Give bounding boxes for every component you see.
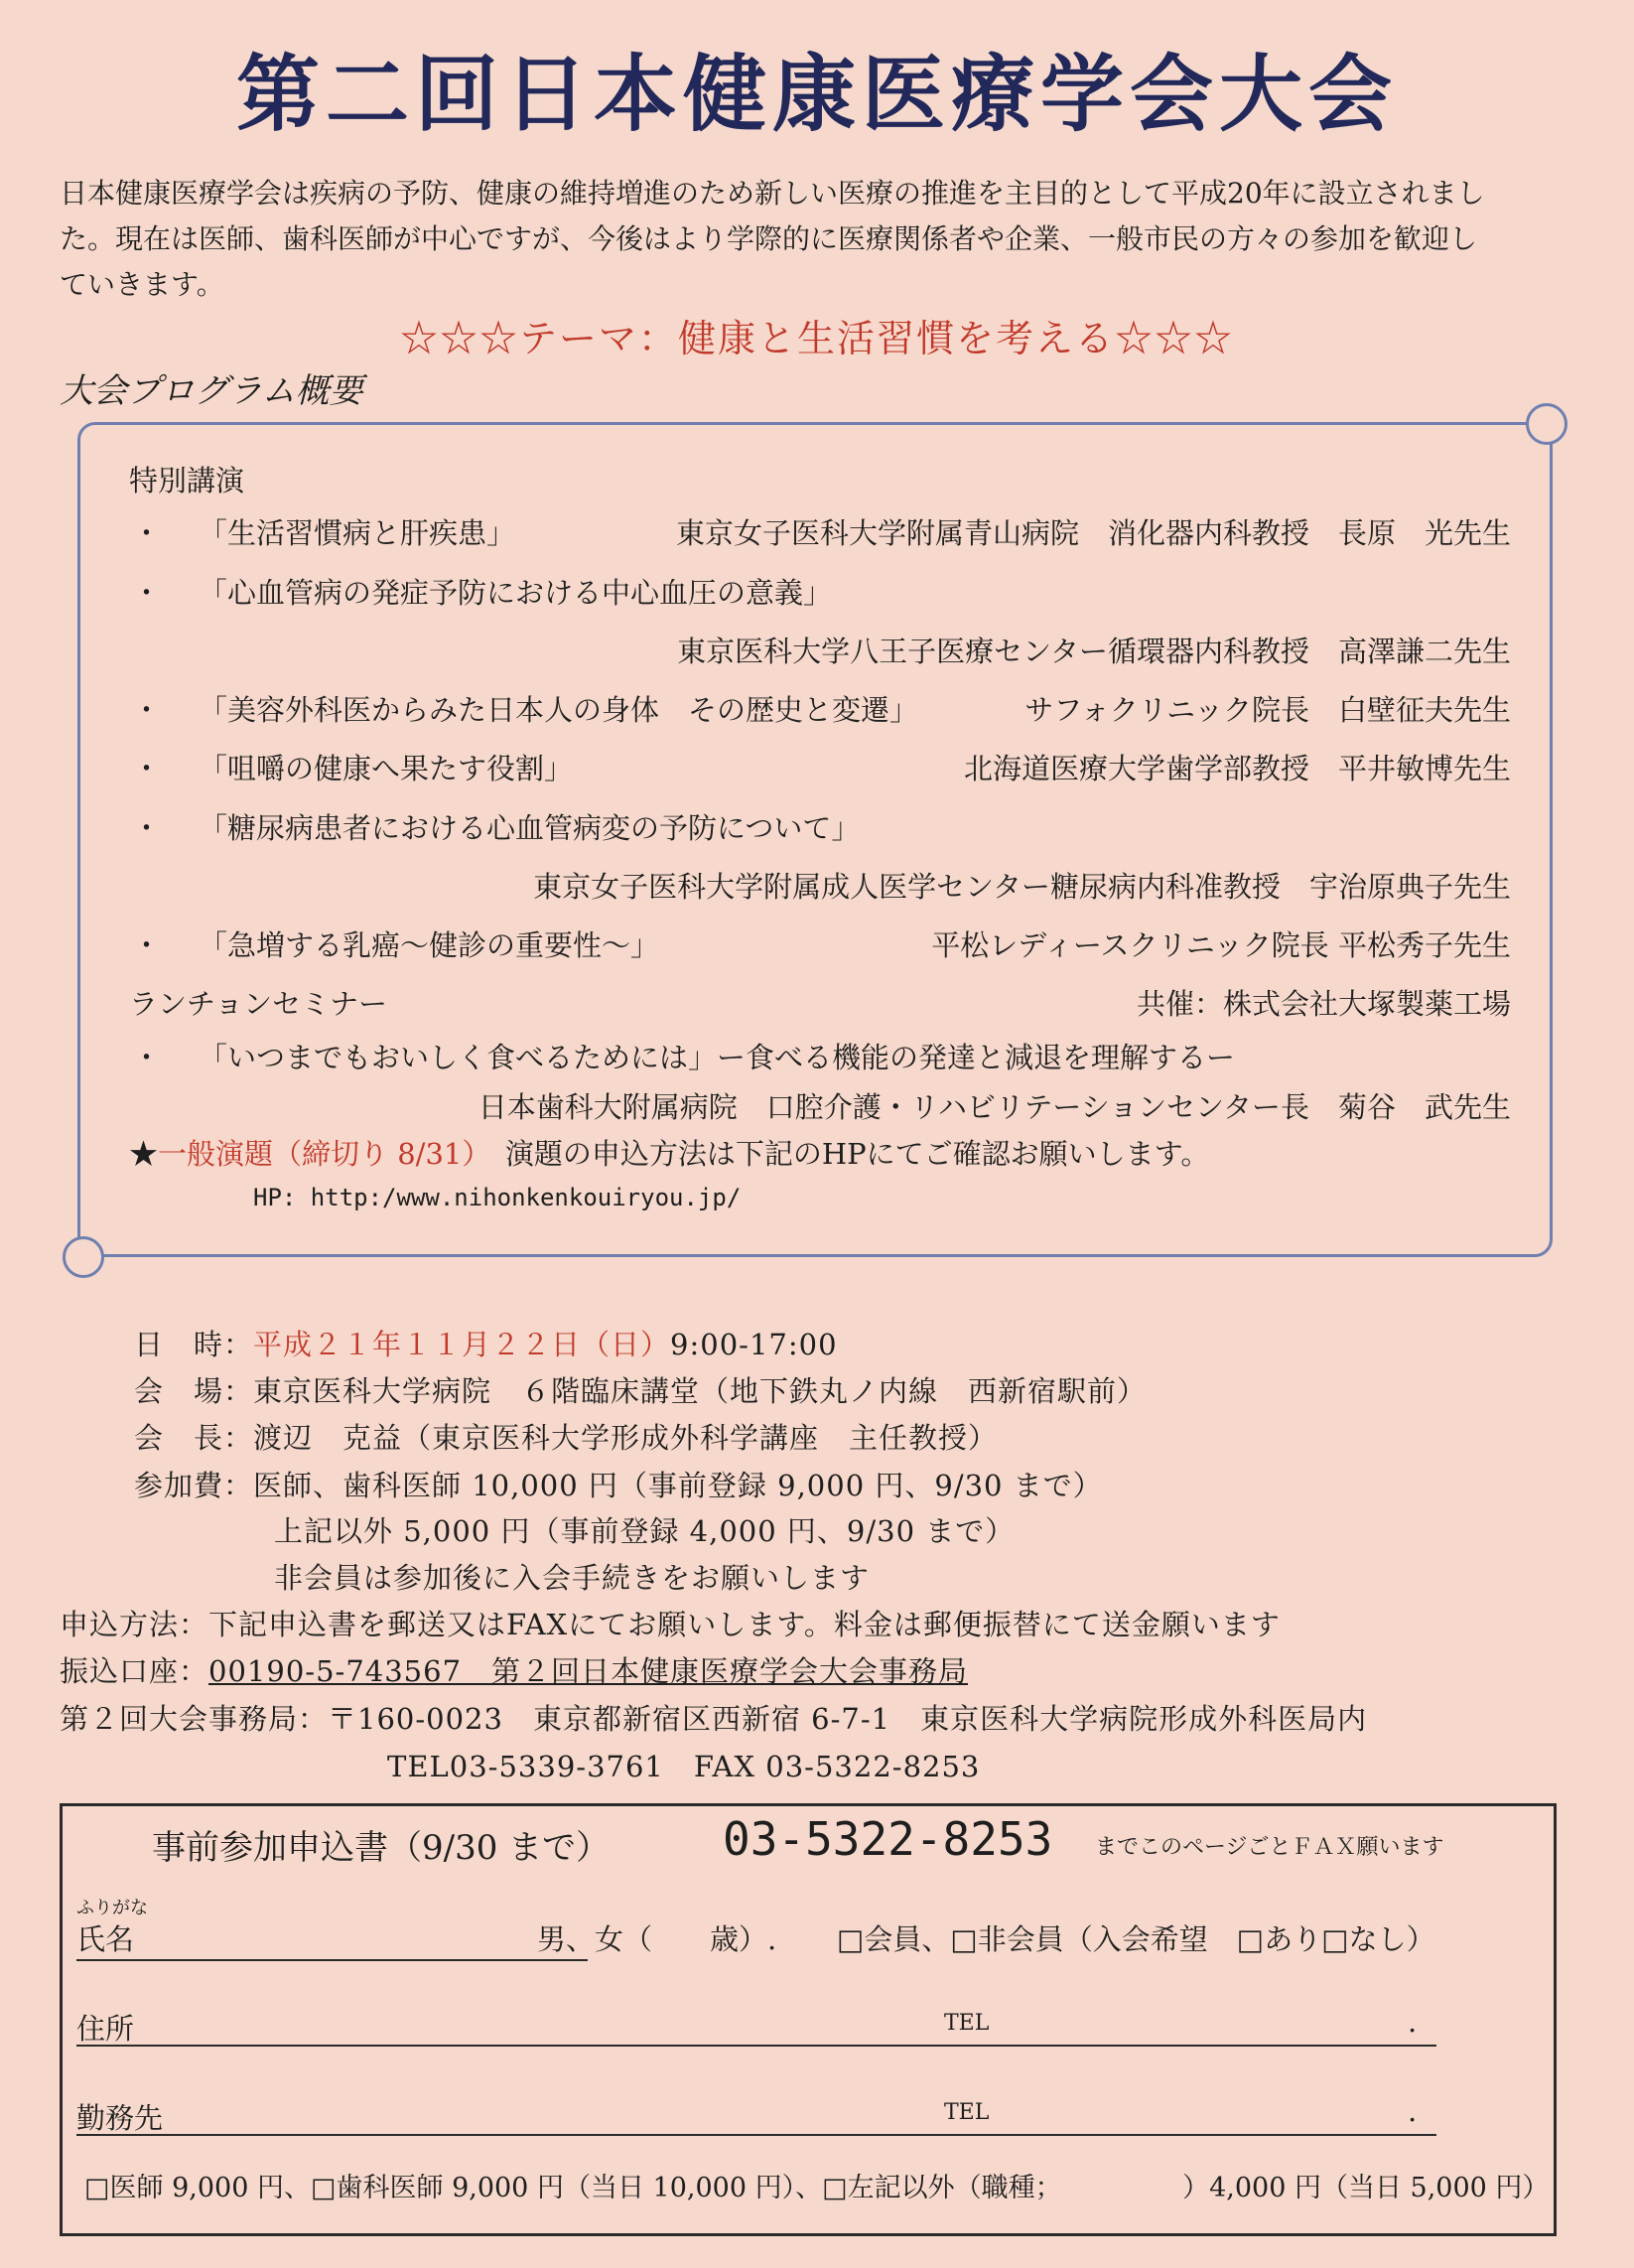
bullet: ・ bbox=[132, 752, 162, 785]
intro-line: ていきます。 bbox=[60, 268, 224, 301]
bullet: ・ bbox=[132, 928, 162, 962]
lecture-speaker: 東京女子医科大学附属成人医学センター糖尿病内科准教授 宇治原典子先生 bbox=[533, 870, 1511, 904]
tel-label: TEL bbox=[944, 2011, 990, 2036]
tel-label: TEL bbox=[944, 2100, 990, 2125]
chair-row bbox=[134, 1416, 998, 1457]
name-field[interactable] bbox=[76, 1959, 588, 1961]
luncheon-speaker: 日本歯科大附属病院 口腔介護・リハビリテーションセンター長 菊谷 武先生 bbox=[477, 1090, 1511, 1124]
program-heading: 大会プログラム概要 bbox=[60, 371, 363, 411]
workplace-line-end: . bbox=[1408, 2094, 1418, 2128]
gender-age-field[interactable]: 男、女（ 歳）. bbox=[537, 1922, 777, 1956]
bullet: ・ bbox=[132, 811, 162, 845]
fax-note: までこのページごとＦＡＸ願います bbox=[1095, 1835, 1444, 1860]
scroll-curl-decoration bbox=[1526, 403, 1567, 445]
luncheon-sponsor: 共催：株式会社大塚製薬工場 bbox=[1136, 987, 1511, 1021]
fee-checkboxes[interactable]: □医師 9,000 円、□歯科医師 9,000 円（当日 10,000 円）、□左記以外（職種； ）4,000 円（当日 5,000 円） bbox=[84, 2173, 1550, 2203]
lecture-speaker: 北海道医療大学歯学部教授 平井敏博先生 bbox=[963, 752, 1511, 785]
scroll-curl-decoration bbox=[63, 1236, 104, 1278]
venue-value: 東京医科大学病院 ６階臨床講堂（地下鉄丸ノ内線 西新宿駅前） bbox=[253, 1374, 1148, 1408]
lecture-speaker: 東京女子医科大学附属青山病院 消化器内科教授 長原 光先生 bbox=[675, 516, 1511, 550]
membership-checkboxes[interactable]: □会員、□非会員（入会希望 □あり□なし） bbox=[837, 1922, 1435, 1956]
venue-label: 会 場： bbox=[134, 1374, 254, 1408]
fee-label: 参加費： bbox=[134, 1469, 254, 1502]
lecture-speaker: 平松レディースクリニック院長 平松秀子先生 bbox=[931, 928, 1511, 962]
luncheon-title: 「いつまでもおいしく食べるためには」ー食べる機能の発達と減退を理解するー bbox=[199, 1041, 1236, 1074]
venue-row bbox=[134, 1369, 1147, 1410]
star-icon: ★ bbox=[129, 1137, 159, 1171]
date-label: 日 時： bbox=[134, 1328, 254, 1361]
intro-line: た。現在は医師、歯科医師が中心ですが、今後はより学際的に医療関係者や企業、一般市民の方々の参加を歓迎し bbox=[60, 222, 1478, 255]
name-label: 氏名 bbox=[76, 1922, 135, 1956]
chair-value: 渡辺 克益（東京医科大学形成外科学講座 主任教授） bbox=[253, 1421, 999, 1455]
special-lectures-label: 特別講演 bbox=[129, 464, 245, 497]
theme-heading: ☆☆☆テーマ：健康と生活習慣を考える☆☆☆ bbox=[399, 317, 1234, 360]
fax-number: 03-5322-8253 bbox=[723, 1812, 1053, 1866]
fee-nonmember-note: 非会員は参加後に入会手続きをお願いします bbox=[274, 1561, 871, 1595]
date-value: 平成２１年１１月２２日（日） bbox=[253, 1328, 671, 1361]
chair-label: 会 長： bbox=[134, 1421, 254, 1455]
lecture-speaker: 東京医科大学八王子医療センター循環器内科教授 高澤謙二先生 bbox=[677, 635, 1511, 668]
workplace-field[interactable] bbox=[76, 2134, 1436, 2136]
intro-paragraph bbox=[60, 171, 1588, 308]
fee-doctors: 医師、歯科医師 10,000 円（事前登録 9,000 円、9/30 まで） bbox=[253, 1469, 1103, 1502]
intro-line: 日本健康医療学会は疾病の予防、健康の維持増進のため新しい医療の推進を主目的として平成20年に設立されまし bbox=[60, 177, 1485, 210]
lecture-title: 「咀嚼の健康へ果たす役割」 bbox=[199, 752, 574, 785]
account-value: 00190-5-743567 第２回日本健康医療学会大会事務局 bbox=[208, 1654, 969, 1688]
address-field[interactable] bbox=[76, 2045, 1436, 2047]
lecture-title: 「糖尿病患者における心血管病変の予防について」 bbox=[199, 811, 861, 845]
account-row bbox=[60, 1649, 968, 1690]
lecture-title: 「美容外科医からみた日本人の身体 その歴史と変遷」 bbox=[199, 693, 919, 727]
apply-method: 申込方法：下記申込書を郵送又はFAXにてお願いします。料金は郵便振替にて送金願います bbox=[60, 1608, 1281, 1641]
furigana-label: ふりがな bbox=[76, 1898, 148, 1918]
office-address: 第２回大会事務局：〒160-0023 東京都新宿区西新宿 6-7-1 東京医科大学病院形成外科医局内 bbox=[60, 1702, 1368, 1736]
fee-row bbox=[134, 1464, 1103, 1504]
luncheon-label: ランチョンセミナー bbox=[129, 987, 388, 1021]
general-presentations bbox=[129, 1132, 1209, 1173]
bullet: ・ bbox=[132, 576, 162, 610]
account-label: 振込口座： bbox=[60, 1654, 209, 1688]
application-form bbox=[60, 1803, 1557, 2236]
form-heading: 事前参加申込書（9/30 まで） bbox=[152, 1828, 611, 1868]
lecture-title: 「生活習慣病と肝疾患」 bbox=[199, 516, 516, 550]
general-text: 演題の申込方法は下記のHPにてご確認お願いします。 bbox=[504, 1137, 1210, 1171]
bullet: ・ bbox=[132, 1041, 162, 1074]
lecture-title: 「急増する乳癌～健診の重要性～」 bbox=[199, 928, 660, 962]
date-row bbox=[134, 1323, 838, 1363]
general-label: 一般演題（締切り 8/31） bbox=[158, 1137, 477, 1171]
workplace-label: 勤務先 bbox=[76, 2101, 164, 2135]
address-line-end: . bbox=[1408, 2005, 1418, 2039]
bullet: ・ bbox=[132, 516, 162, 550]
office-phone: TEL03-5339-3761 FAX 03-5322-8253 bbox=[387, 1750, 981, 1783]
lecture-speaker: サフォクリニック院長 白壁征夫先生 bbox=[1024, 693, 1511, 727]
lecture-title: 「心血管病の発症予防における中心血圧の意義」 bbox=[199, 576, 833, 610]
fee-others: 上記以外 5,000 円（事前登録 4,000 円、9/30 まで） bbox=[274, 1514, 1016, 1548]
address-label: 住所 bbox=[76, 2012, 135, 2046]
homepage-link[interactable]: HP: http:/www.nihonkenkouiryou.jp/ bbox=[253, 1184, 742, 1211]
page-title: 第二回日本健康医療学会大会 bbox=[235, 46, 1398, 143]
date-time: 9:00-17:00 bbox=[670, 1328, 838, 1361]
bullet: ・ bbox=[132, 693, 162, 727]
